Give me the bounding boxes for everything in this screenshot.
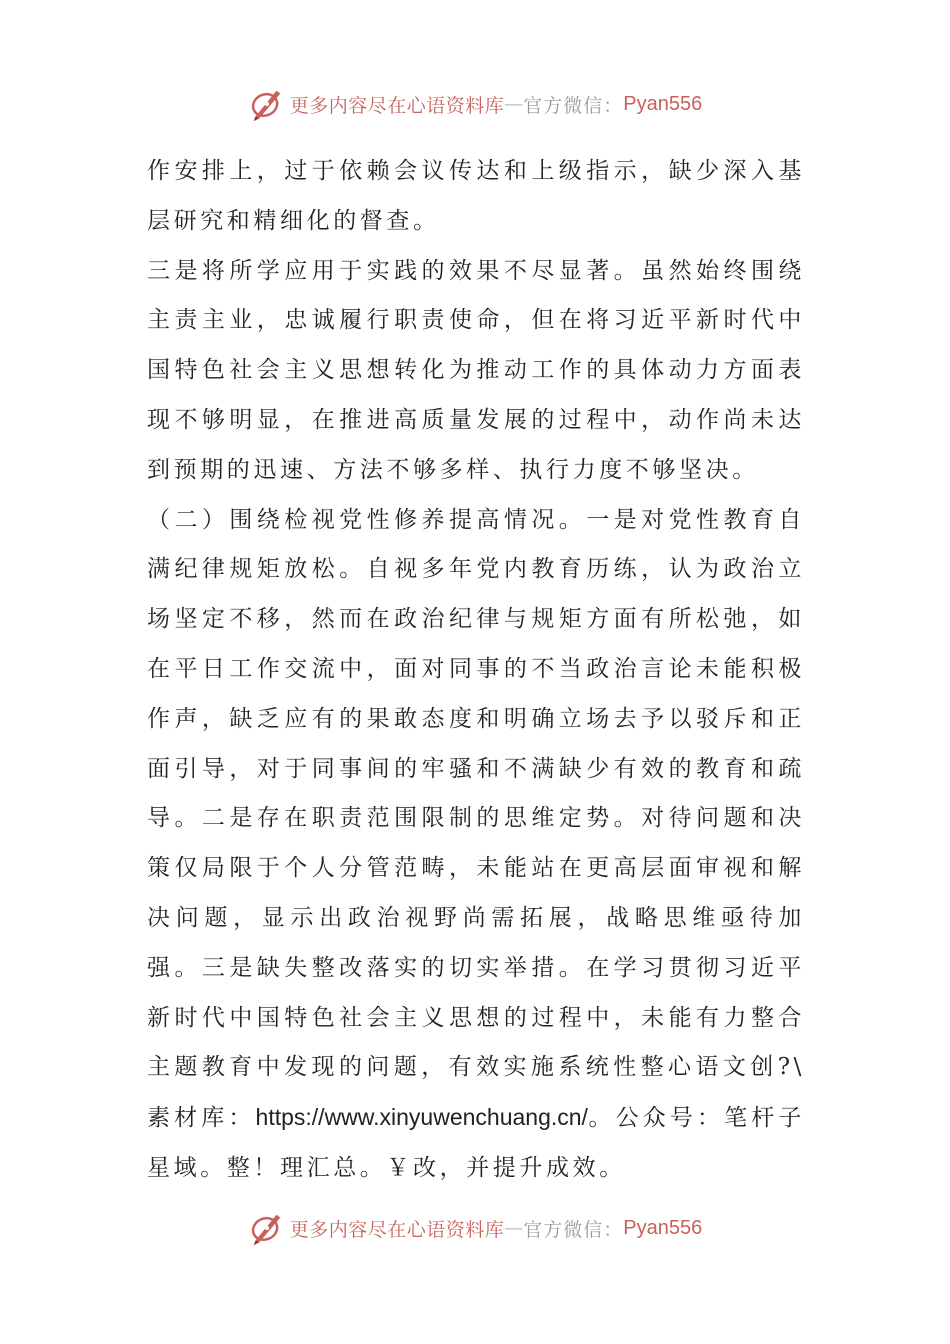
document-body (147, 147, 805, 1194)
paragraph-3 (147, 496, 805, 1194)
banner-separator: — (504, 1217, 524, 1239)
banner-wechat-id: Pyan556 (623, 92, 703, 115)
banner-official-label: 官方微信： (523, 1218, 624, 1241)
paragraph-2: 三是将所学应用于实践的效果不尽显著。虽然始终围绕主责主业，忠诚履行职责使命，但在将习近平新时代中国特色社会主义思想转化为推动工作的具体动力方面表现不够明显，在推进高质量发展的过程中，动作尚未达到预期的迅速、方法不够多样、执行力度不够坚决。 (147, 257, 805, 483)
paragraph-3-tail: 。公众号：笔杆子星域。整！理汇总。￥改，并提升成效。 (147, 1105, 805, 1181)
footer-banner (0, 1208, 950, 1248)
banner-separator: — (504, 93, 524, 115)
banner-title: 更多内容尽在心语资料库 (289, 1218, 505, 1241)
pen-logo-icon (248, 85, 286, 123)
pen-logo-icon (248, 1209, 286, 1247)
website-link[interactable]: https://www.xinyuwenchuang.cn/ (255, 1104, 588, 1131)
banner-wechat-id: Pyan556 (623, 1216, 703, 1239)
banner-title: 更多内容尽在心语资料库 (289, 94, 505, 117)
banner-official-label: 官方微信： (523, 94, 624, 117)
header-banner (0, 84, 950, 124)
paragraph-1: 作安排上，过于依赖会议传达和上级指示，缺少深入基层研究和精细化的督查。 (147, 158, 805, 234)
paragraph-3-text: （二）围绕检视党性修养提高情况。一是对党性教育自满纪律规矩放松。自视多年党内教育历练，认为政治立场坚定不移，然而在政治纪律与规矩方面有所松弛，如在平日工作交流中，面对同事的不当政治言论未能积极作声，缺乏应有的果敢态度和明确立场去予以驳斥和正面引导，对于同事间的牢骚和不满缺少有效的教育和疏导。二是存在职责范围限制的思维定势。对待问题和决策仅局限于个人分管范畴，未能站在更高层面审视和解决问题，显示出政治视野尚需拓展，战略思维亟待加强。三是缺失整改落实的切实举措。在学习贯彻习近平新时代中国特色社会主义思想的过程中，未能有力整合主题教育中发现的问题，有效实施系统性整心语文创?\ 素材库： (147, 506, 805, 1132)
